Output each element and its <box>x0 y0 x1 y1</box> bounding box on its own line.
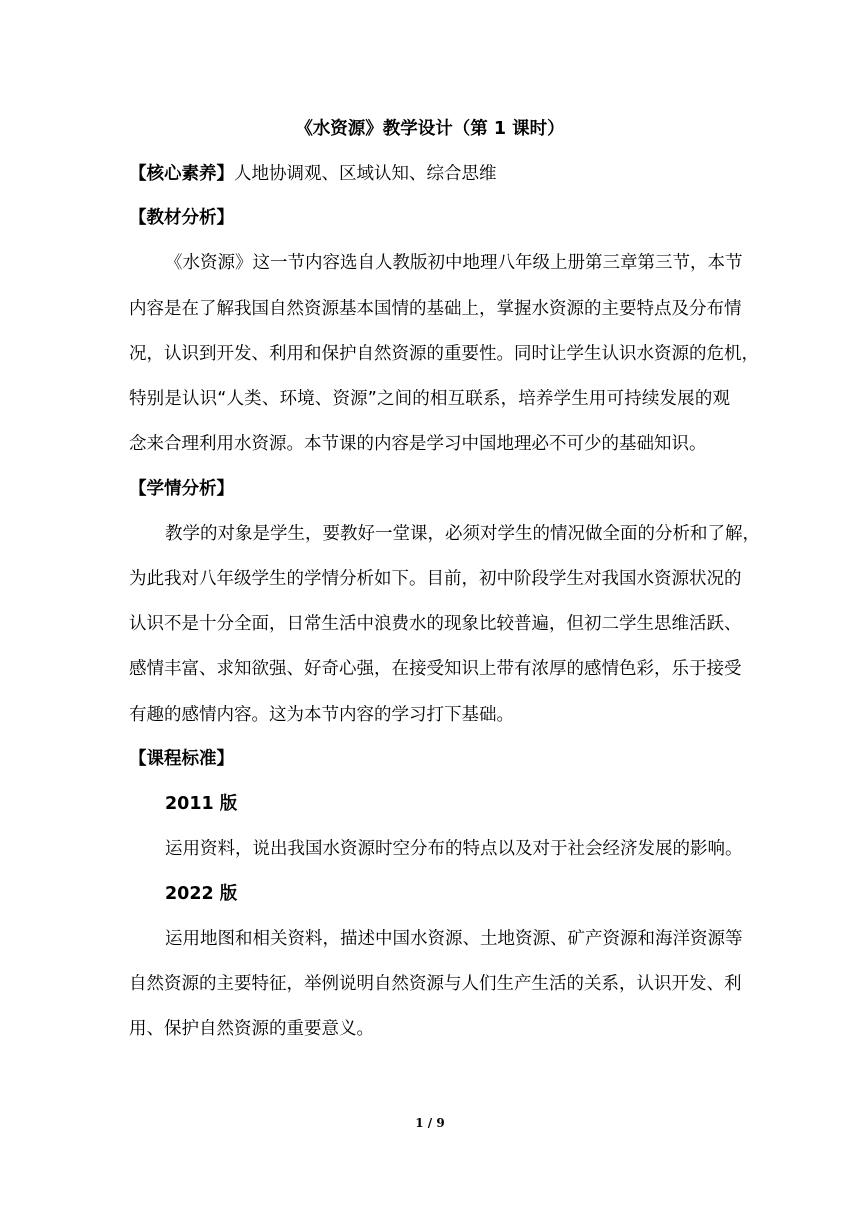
standard-2022-line: 用、保护自然资源的重要意义。 <box>129 1019 374 1039</box>
student-analysis-line: 为此我对八年级学生的学情分析如下。目前，初中阶段学生对我国水资源状况的 <box>129 569 742 589</box>
core-literacy-label: 【核心素养】 <box>129 164 234 184</box>
core-literacy-text: 人地协调观、区域认知、综合思维 <box>234 164 497 184</box>
document-title: 《水资源》教学设计（第 1 课时） <box>295 119 565 139</box>
textbook-analysis-line: 特别是认识“人类、环境、资源”之间的相互联系，培养学生用可持续发展的观 <box>129 389 730 409</box>
textbook-analysis-line: 况，认识到开发、利用和保护自然资源的重要性。同时让学生认识水资源的危机， <box>129 344 759 364</box>
student-analysis-line: 认识不是十分全面，日常生活中浪费水的现象比较普遍，但初二学生思维活跃、 <box>129 614 742 634</box>
textbook-analysis-line: 内容是在了解我国自然资源基本国情的基础上，掌握水资源的主要特点及分布情 <box>129 299 742 319</box>
standard-2022-line: 运用地图和相关资料，描述中国水资源、土地资源、矿产资源和海洋资源等 <box>165 929 743 949</box>
standard-2022-label: 2022 版 <box>165 884 238 904</box>
student-analysis-line: 感情丰富、求知欲强、好奇心强，在接受知识上带有浓厚的感情色彩，乐于接受 <box>129 659 742 679</box>
textbook-analysis-heading: 【教材分析】 <box>129 208 234 228</box>
student-analysis-line: 有趣的感情内容。这为本节内容的学习打下基础。 <box>129 705 514 725</box>
core-literacy-line <box>129 163 729 185</box>
page-number: 1 / 9 <box>415 1116 445 1130</box>
curriculum-standard-heading: 【课程标准】 <box>129 749 234 769</box>
standard-2011-text: 运用资料，说出我国水资源时空分布的特点以及对于社会经济发展的影响。 <box>165 839 743 859</box>
student-analysis-line: 教学的对象是学生，要教好一堂课，必须对学生的情况做全面的分析和了解， <box>165 524 760 544</box>
standard-2011-label: 2011 版 <box>165 794 238 814</box>
student-analysis-heading: 【学情分析】 <box>129 479 234 499</box>
textbook-analysis-line: 念来合理利用水资源。本节课的内容是学习中国地理必不可少的基础知识。 <box>129 434 707 454</box>
textbook-analysis-line: 《水资源》这一节内容选自人教版初中地理八年级上册第三章第三节，本节 <box>165 253 743 273</box>
standard-2022-line: 自然资源的主要特征，举例说明自然资源与人们生产生活的关系，认识开发、利 <box>129 974 742 994</box>
